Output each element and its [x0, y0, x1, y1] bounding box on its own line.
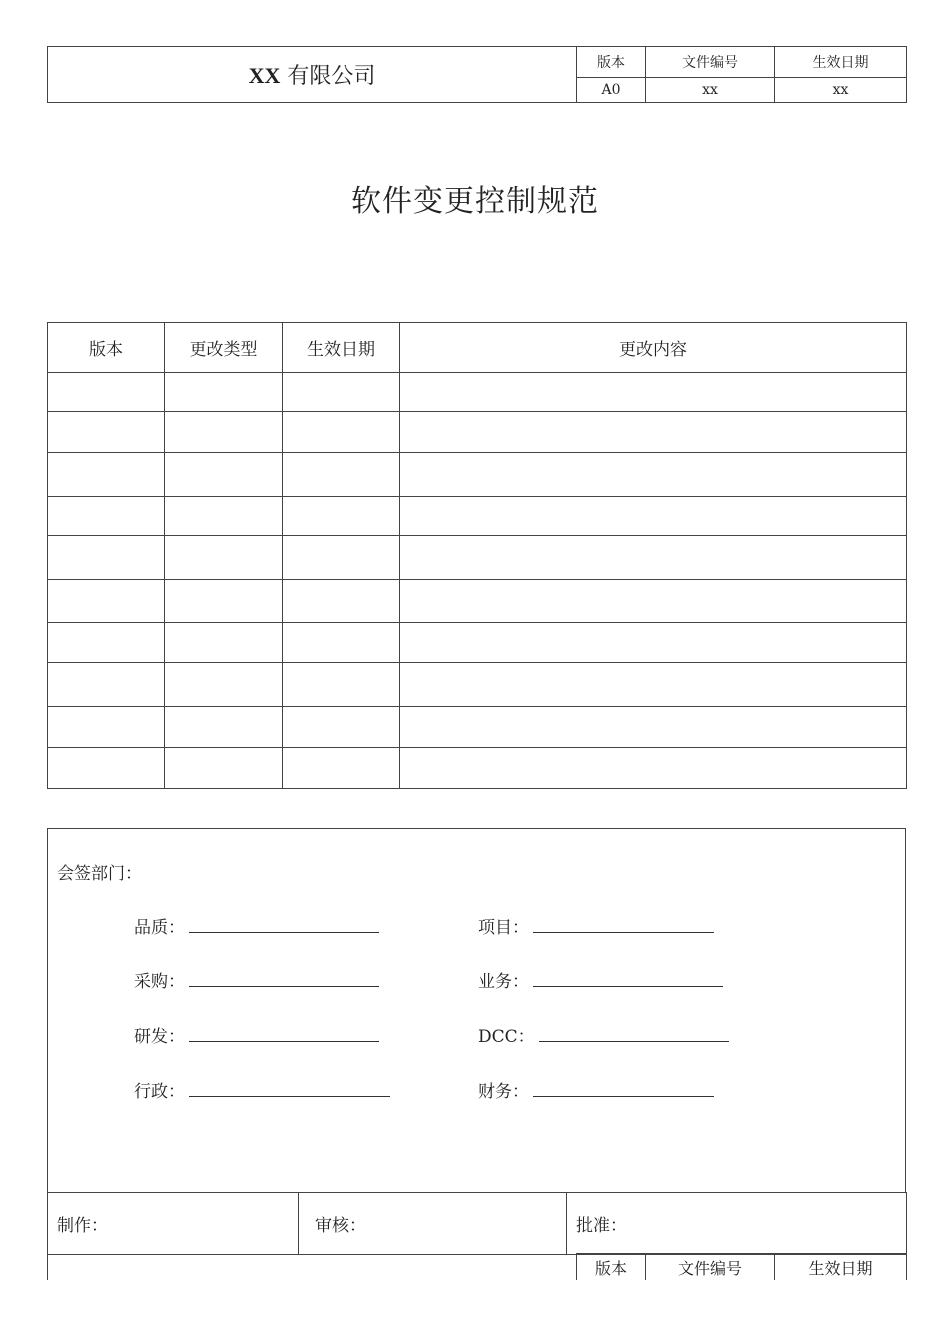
table-cell[interactable] — [48, 497, 165, 536]
admin-signature-field[interactable]: 行政： — [134, 1077, 390, 1102]
document-title: 软件变更控制规范 — [351, 184, 599, 219]
table-row — [48, 748, 907, 789]
table-cell[interactable] — [48, 707, 165, 748]
table-cell[interactable] — [283, 412, 400, 453]
col-header-version: 版本 — [48, 323, 165, 373]
table-cell[interactable] — [165, 663, 283, 707]
business-signature-field[interactable]: 业务： — [478, 967, 723, 992]
table-row — [48, 536, 907, 580]
approved-by-cell[interactable]: 批准： — [567, 1193, 907, 1255]
table-row — [48, 580, 907, 623]
reviewed-by-cell[interactable]: 审核： — [299, 1193, 567, 1255]
rnd-signature-field[interactable]: 研发： — [134, 1022, 379, 1047]
table-cell[interactable] — [165, 412, 283, 453]
header-version-value: A0 — [577, 78, 646, 103]
table-cell[interactable] — [48, 453, 165, 497]
next-page-header — [47, 1253, 907, 1280]
header-date-value: xx — [775, 78, 907, 103]
table-cell[interactable] — [400, 748, 907, 789]
table-row — [48, 707, 907, 748]
table-cell[interactable] — [283, 536, 400, 580]
col-header-change-content: 更改内容 — [400, 323, 907, 373]
table-cell[interactable] — [165, 453, 283, 497]
made-by-cell[interactable]: 制作： — [48, 1193, 299, 1255]
approval-table — [47, 1192, 907, 1255]
table-cell[interactable] — [283, 748, 400, 789]
table-row — [48, 497, 907, 536]
company-name: XX 有限公司 — [48, 47, 577, 103]
col-header-effective-date: 生效日期 — [283, 323, 400, 373]
table-cell[interactable] — [283, 497, 400, 536]
header-docno-label: 文件编号 — [646, 47, 775, 78]
countersign-label: 会签部门： — [57, 864, 142, 884]
project-signature-field[interactable]: 项目： — [478, 913, 714, 938]
table-cell[interactable] — [165, 623, 283, 663]
table-cell[interactable] — [400, 497, 907, 536]
table-cell[interactable] — [283, 623, 400, 663]
countersign-section — [47, 828, 906, 1193]
header-version-label: 版本 — [577, 47, 646, 78]
purchase-signature-line[interactable] — [189, 985, 379, 987]
document-header — [47, 46, 907, 103]
table-cell[interactable] — [400, 663, 907, 707]
finance-signature-line[interactable] — [533, 1095, 714, 1097]
table-row — [48, 412, 907, 453]
header-date-label: 生效日期 — [775, 47, 907, 78]
table-cell[interactable] — [48, 623, 165, 663]
project-signature-line[interactable] — [533, 931, 714, 933]
table-cell[interactable] — [400, 623, 907, 663]
admin-signature-line[interactable] — [189, 1095, 390, 1097]
purchase-signature-field[interactable]: 采购： — [134, 967, 379, 992]
table-cell[interactable] — [165, 536, 283, 580]
table-cell[interactable] — [48, 580, 165, 623]
table-cell[interactable] — [400, 580, 907, 623]
business-signature-line[interactable] — [533, 985, 723, 987]
dcc-signature-field[interactable]: DCC： — [478, 1022, 729, 1047]
header-docno-value: xx — [646, 78, 775, 103]
table-cell[interactable] — [400, 707, 907, 748]
table-row — [48, 623, 907, 663]
table-cell[interactable] — [48, 748, 165, 789]
quality-signature-field[interactable]: 品质： — [134, 913, 379, 938]
quality-signature-line[interactable] — [189, 931, 379, 933]
next-page-docno-label: 文件编号 — [646, 1254, 775, 1281]
table-row — [48, 373, 907, 412]
rnd-signature-line[interactable] — [189, 1040, 379, 1042]
change-history-table — [47, 322, 907, 789]
table-cell[interactable] — [283, 663, 400, 707]
table-cell[interactable] — [283, 373, 400, 412]
table-row — [48, 453, 907, 497]
table-cell[interactable] — [165, 580, 283, 623]
finance-signature-field[interactable]: 财务： — [478, 1077, 714, 1102]
next-page-version-label: 版本 — [577, 1254, 646, 1281]
table-cell[interactable] — [283, 580, 400, 623]
col-header-change-type: 更改类型 — [165, 323, 283, 373]
table-cell[interactable] — [400, 412, 907, 453]
next-page-date-label: 生效日期 — [775, 1254, 907, 1281]
table-cell[interactable] — [48, 663, 165, 707]
table-cell[interactable] — [48, 412, 165, 453]
table-cell[interactable] — [165, 748, 283, 789]
table-cell[interactable] — [400, 453, 907, 497]
table-row — [48, 663, 907, 707]
table-cell[interactable] — [165, 707, 283, 748]
table-cell[interactable] — [400, 536, 907, 580]
table-cell[interactable] — [400, 373, 907, 412]
table-cell[interactable] — [165, 373, 283, 412]
dcc-signature-line[interactable] — [539, 1040, 729, 1042]
table-cell[interactable] — [48, 536, 165, 580]
table-cell[interactable] — [283, 453, 400, 497]
table-cell[interactable] — [283, 707, 400, 748]
next-page-company-cell — [48, 1254, 577, 1281]
table-cell[interactable] — [48, 373, 165, 412]
table-cell[interactable] — [165, 497, 283, 536]
